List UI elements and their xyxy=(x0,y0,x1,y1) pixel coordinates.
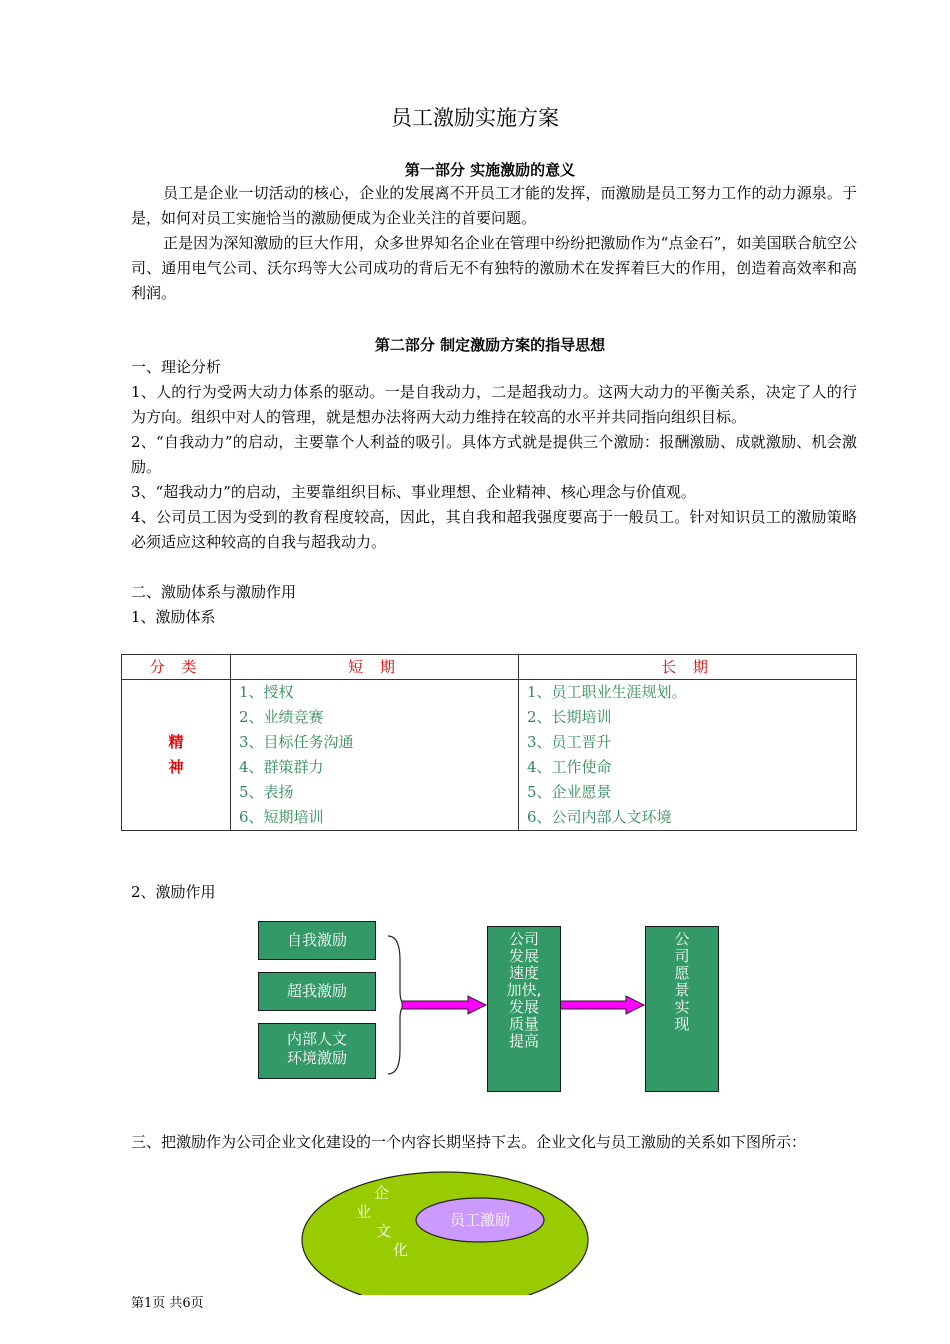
culture-ellipse-diagram xyxy=(300,1170,590,1295)
box-label-line: 发展 xyxy=(508,998,539,1016)
arrow-right-icon xyxy=(402,996,486,1014)
section-theory-heading: 一、理论分析 xyxy=(131,358,222,376)
list-item: 3、目标任务沟通 xyxy=(239,733,354,751)
box-label: 自我激励 xyxy=(286,931,347,949)
culture-char: 化 xyxy=(393,1241,409,1259)
part1-paragraph-1: 员工是企业一切活动的核心，企业的发展离不开员工才能的发挥，而激励是员工努力工作的动力源泉。于是，如何对员工实施恰当的激励便成为企业关注的首要问题。 xyxy=(131,184,857,227)
header-long-term: 长 期 xyxy=(519,655,857,680)
box-label-line: 公司 xyxy=(508,930,539,948)
box-label-line: 速度 xyxy=(508,964,539,982)
list-item: 2、业绩竞赛 xyxy=(239,708,324,726)
part2-heading: 第二部分 制定激励方案的指导思想 xyxy=(374,336,606,354)
box-label-line: 景 xyxy=(674,981,690,999)
list-item: 1、授权 xyxy=(239,683,294,701)
theory-item-1: 1、人的行为受两大动力体系的驱动。一是自我动力，二是超我动力。这两大动力的平衡关系，决定了人的行为方向。组织中对人的管理，就是想办法将两大动力维持在较高的水平并共同指向组织目标。 xyxy=(131,383,857,426)
section-culture-text: 三、把激励作为公司企业文化建设的一个内容长期坚持下去。企业文化与员工激励的关系如下图所示： xyxy=(131,1133,807,1151)
list-item: 4、工作使命 xyxy=(527,758,612,776)
culture-motivation-box xyxy=(258,1023,376,1079)
theory-item-3: 3、“超我动力”的启动，主要靠组织目标、事业理想、企业精神、核心理念与价值观。 xyxy=(131,483,696,501)
header-short-term: 短 期 xyxy=(231,655,519,680)
category-cell xyxy=(122,680,231,831)
culture-char: 业 xyxy=(356,1203,372,1221)
incentive-table xyxy=(121,654,857,831)
incentive-system-heading: 1、激励体系 xyxy=(131,608,216,626)
box-label-line: 加快, xyxy=(506,981,542,999)
arrow-right-icon xyxy=(560,996,644,1014)
list-item: 1、员工职业生涯规划。 xyxy=(527,683,687,701)
box-label-line: 现 xyxy=(674,1015,690,1033)
table-row xyxy=(122,680,857,831)
list-item: 5、企业愿景 xyxy=(527,783,612,801)
box-label-line: 发展 xyxy=(508,947,539,965)
page-footer: 第1页 共6页 xyxy=(131,1296,204,1311)
box-label-line: 环境激励 xyxy=(286,1049,347,1067)
culture-char: 企 xyxy=(374,1184,390,1202)
company-vision-box xyxy=(645,926,719,1092)
list-item: 6、公司内部人文环境 xyxy=(527,808,672,826)
self-motivation-box xyxy=(258,921,376,960)
culture-char: 文 xyxy=(376,1222,392,1240)
short-term-cell xyxy=(231,680,519,831)
category-char: 神 xyxy=(168,758,184,776)
company-growth-box xyxy=(487,926,561,1092)
list-item: 3、员工晋升 xyxy=(527,733,612,751)
theory-item-2: 2、“自我动力”的启动，主要靠个人利益的吸引。具体方式就是提供三个激励：报酬激励、成就激励、机会激励。 xyxy=(131,433,857,476)
box-label-line: 提高 xyxy=(508,1032,539,1050)
part1-paragraph-2: 正是因为深知激励的巨大作用，众多世界知名企业在管理中纷纷把激励作为“点金石”，如美国联合航空公司、通用电气公司、沃尔玛等大公司成功的背后无不有独特的激励术在发挥着巨大的作用，创造着高效率和高利润。 xyxy=(131,234,857,302)
theory-item-4: 4、公司员工因为受到的教育程度较高，因此，其自我和超我强度要高于一般员工。针对知识员工的激励策略必须适应这种较高的自我与超我动力。 xyxy=(131,508,857,551)
category-char: 精 xyxy=(168,733,184,751)
section-incentive-heading: 二、激励体系与激励作用 xyxy=(131,583,297,601)
header-category: 分 类 xyxy=(122,655,231,680)
long-term-cell xyxy=(519,680,857,831)
box-label-line: 实 xyxy=(674,998,690,1016)
box-label-line: 公 xyxy=(674,930,690,948)
list-item: 5、表扬 xyxy=(239,783,294,801)
list-item: 2、长期培训 xyxy=(527,708,612,726)
employee-incentive-label: 员工激励 xyxy=(449,1211,510,1229)
list-item: 4、群策群力 xyxy=(239,758,324,776)
box-label-line: 愿 xyxy=(674,964,690,982)
page-title: 员工激励实施方案 xyxy=(391,106,559,130)
box-label-line: 内部人文 xyxy=(286,1030,347,1048)
list-item: 6、短期培训 xyxy=(239,808,324,826)
table-header-row xyxy=(122,655,857,680)
part1-heading: 第一部分 实施激励的意义 xyxy=(404,161,576,179)
box-label: 超我激励 xyxy=(286,982,347,1000)
incentive-effect-heading: 2、激励作用 xyxy=(131,883,216,901)
superego-motivation-box xyxy=(258,972,376,1011)
box-label-line: 质量 xyxy=(508,1015,539,1033)
box-label-line: 司 xyxy=(674,947,690,965)
